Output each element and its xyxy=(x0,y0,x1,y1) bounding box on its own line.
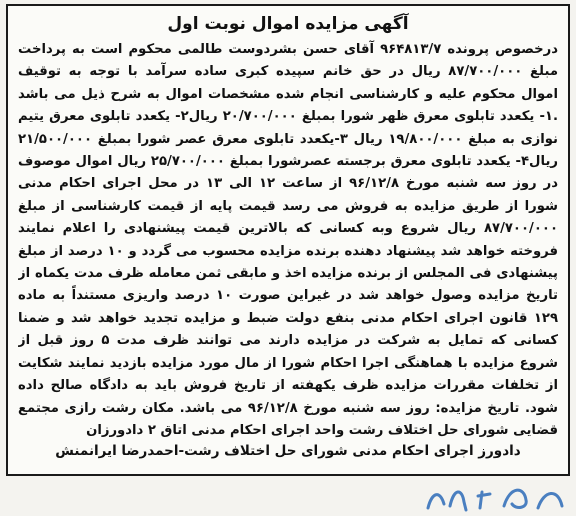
handwritten-mark xyxy=(420,478,570,514)
notice-body: درخصوص پرونده ۹۶۴۸۱۳/۷ آقای حسن بشردوست طالمی محکوم است به پرداخت مبلغ ۸۷/۷۰۰/۰۰۰ ریال در حق خانم سپیده کبری ساده سرآمد با توجه به توقیف اموال محکوم علیه و کارشناسی انجام شده مشخصات اموال به شرح ذیل می باشد .۱- یکعدد تابلوی معرق ظهر شورا بمبلغ ۲۰/۷۰۰/۰۰۰ ریال۲- یکعدد تابلوی معرق یتیم نوازی به مبلغ ۱۹/۸۰۰/۰۰۰ ریال ۳-یکعدد تابلوی معرق عصر شورا بمبلغ ۲۱/۵۰۰/۰۰۰ ریال۴- یکعدد تابلوی معرق برجسته عصرشورا بمبلغ ۲۵/۷۰۰/۰۰۰ ریال اموال موصوف در روز سه شنبه مورخ ۹۶/۱۲/۸ از ساعت ۱۲ الی ۱۳ در محل اجرای احکام مدنی شورا از طریق مزایده به فروش می رسد قیمت پایه از قیمت کارشناسی از مبلغ ۸۷/۷۰۰/۰۰۰ ریال شروع وبه کسانی که بالاترین قیمت پیشنهادی را اعلام نمایند فروخته خواهد شد پیشنهاد دهنده برنده مزایده محسوب می گردد و ۱۰ درصد از مبلغ پیشنهادی فی المجلس از برنده مزایده اخذ و مابقی ثمن معامله ظرف مدت یکماه از تاریخ مزایده وصول خواهد شد در غیراین صورت ۱۰ درصد واریزی مستنداً به ماده ۱۲۹ قانون اجرای احکام مدنی بنفع دولت ضبط و مزایده تجدید خواهد شد و ضمنا کسانی که تمایل به شرکت در مزایده دارند می توانند ظرف مدت ۵ روز قبل از شروع مزایده با هماهنگی اجرا احکام شورا از مال مورد مزایده بازدید نمایند شکایت از تخلفات مقررات مزایده ظرف یکهفته از تاریخ فروش باید به دادگاه صالح داده شود. تاریخ مزایده: روز سه شنبه مورخ ۹۶/۱۲/۸ می باشد. مکان رشت رازی مجتمع قضایی شورای حل اختلاف رشت واحد اجرای احکام مدنی اتاق ۲ دادورزان xyxy=(18,42,558,438)
notice-frame xyxy=(6,4,570,476)
notice-signature: دادورز اجرای احکام مدنی شورای حل اختلاف رشت-احمدرضا ایرانمنش xyxy=(55,443,521,459)
notice-title: آگهی مزایده اموال نوبت اول xyxy=(167,14,409,34)
